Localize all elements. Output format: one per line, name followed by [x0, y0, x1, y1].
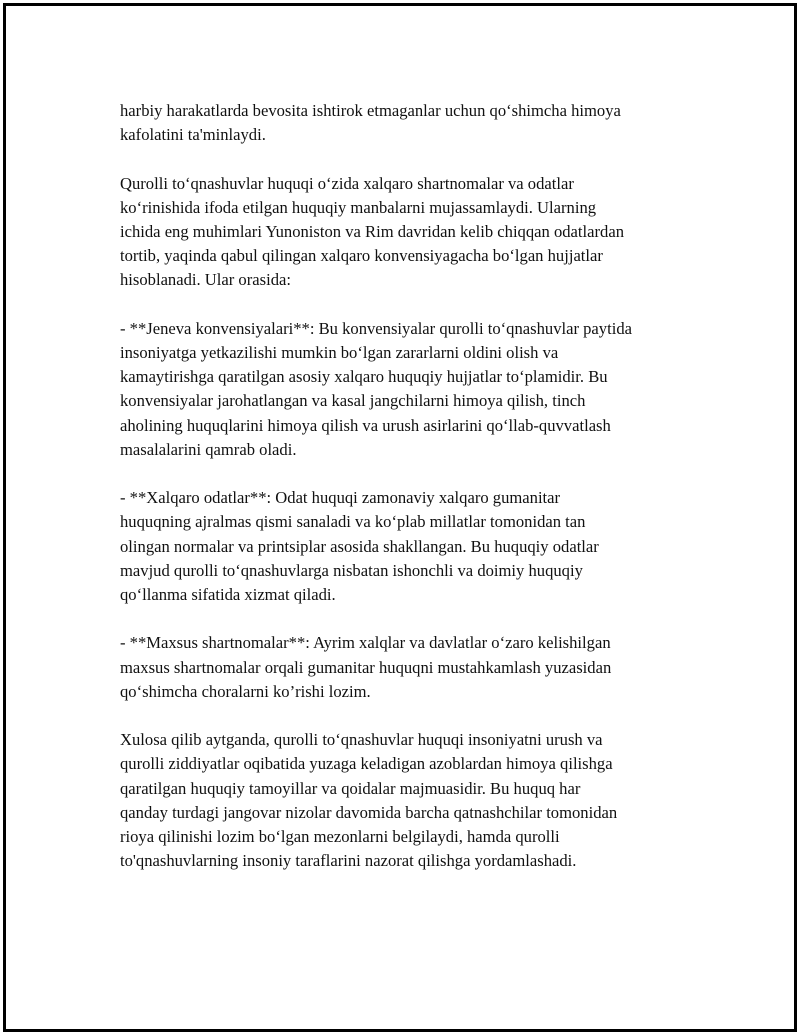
page-frame	[3, 3, 797, 1032]
paragraph-continuation: harbiy harakatlarda bevosita ishtirok etmaganlar uchun qo‘shimcha himoya kafolatini ta'minlaydi.	[120, 101, 621, 145]
paragraph-geneva-conventions: - **Jeneva konvensiyalari**: Bu konvensiyalar qurolli to‘qnashuvlar paytida insoniyatga yetkazilishi mumkin bo‘lgan zararlarni oldini olish va kamaytirishga qaratilgan asosiy xalqaro huquqiy hujjatlar to‘plamidir. Bu konvensiyalar jarohatlangan va kasal jangchilarni himoya qilish, tinch aholining huquqlarini himoya qilish va urush asirlarini qo‘llab-quvvatlash masalalarini qamrab oladi.	[120, 318, 632, 459]
paragraph-conclusion: Xulosa qilib aytganda, qurolli to‘qnashuvlar huquqi insoniyatni urush va qurolli ziddiyatlar oqibatida yuzaga keladigan azoblardan himoya qilishga qaratilgan huquqiy tamoyillar va qoidalar majmuasidir. Bu huquq har qanday turdagi jangovar nizolar davomida barcha qatnashchilar tomonidan rioya qilinishi lozim bo‘lgan mezonlarni belgilaydi, hamda qurolli to'qnashuvlarning insoniy taraflarini nazorat qilishga yordamlashadi.	[120, 730, 618, 871]
paragraph-international-customs: - **Xalqaro odatlar**: Odat huquqi zamonaviy xalqaro gumanitar huquqning ajralmas qismi sanaladi va ko‘plab millatlar tomonidan tan olingan normalar va printsiplar asosida shakllangan. Bu huquqiy odatlar mavjud qurolli to‘qnashuvlarga nisbatan ishonchli va doimiy huquqiy qo‘llanma sifatida xizmat qiladi.	[120, 488, 599, 605]
paragraph-special-treaties: - **Maxsus shartnomalar**: Ayrim xalqlar va davlatlar o‘zaro kelishilgan maxsus shartnomalar orqali gumanitar huquqni mustahkamlash yuzasidan qo‘shimcha choralarni ko’rishi lozim.	[120, 633, 612, 701]
document-body	[120, 99, 700, 898]
paragraph-sources-intro: Qurolli to‘qnashuvlar huquqi o‘zida xalqaro shartnomalar va odatlar ko‘rinishida ifoda etilgan huquqiy manbalarni mujassamlaydi. Ularning ichida eng muhimlari Yunoniston va Rim davridan kelib chiqqan odatlardan tortib, yaqinda qabul qilingan xalqaro konvensiyagacha bo‘lgan hujjatlar hisoblanadi. Ular orasida:	[120, 173, 624, 290]
